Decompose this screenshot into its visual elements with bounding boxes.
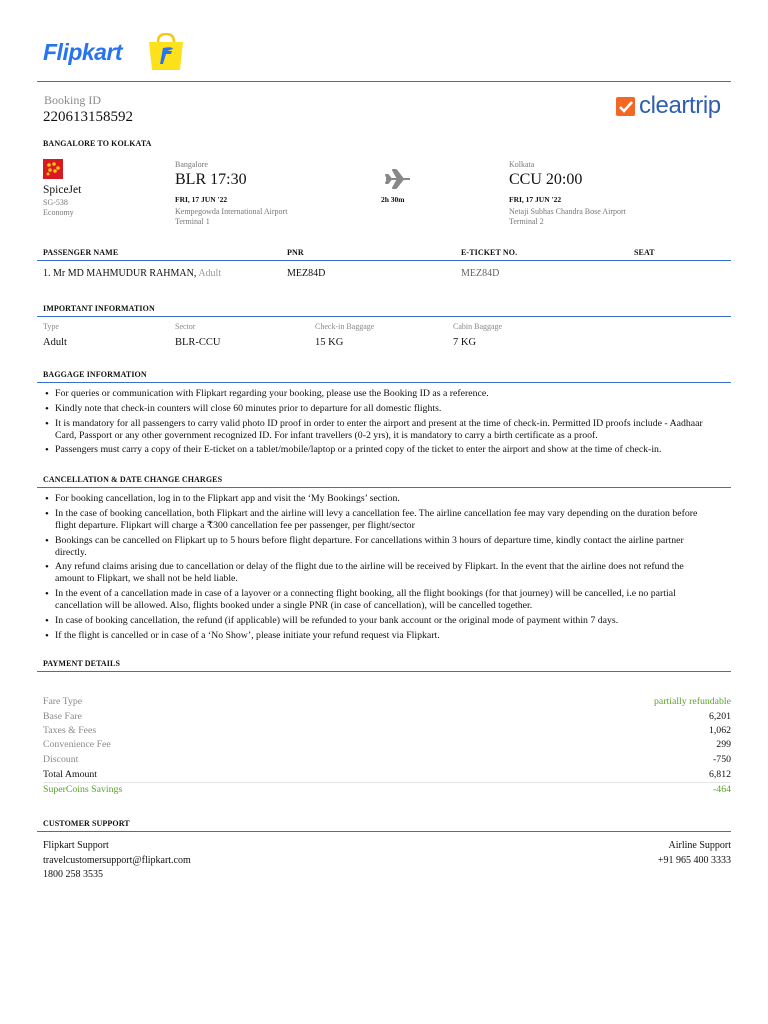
total-amount-row — [43, 769, 731, 783]
list-item: • If the flight is cancelled or in case of a ‘No Show’, please initiate your refund request via Flipkart. — [43, 630, 715, 642]
list-item: • In case of booking cancellation, the refund (if applicable) will be refunded to your bank account or the original mode of payment within 7 days. — [43, 615, 715, 627]
supercoins-row — [43, 784, 731, 798]
header-eticket: E-TICKET NO. — [461, 248, 518, 257]
important-info-divider — [37, 316, 731, 317]
info-checkin-label: Check-in Baggage — [315, 322, 375, 331]
passenger-name-text: 1. Mr MD MAHMUDUR RAHMAN, — [43, 268, 197, 279]
origin-airport: Kempegowda International Airport — [175, 207, 288, 216]
support-divider — [37, 831, 731, 832]
list-item: • For booking cancellation, log in to the Flipkart app and visit the ‘My Bookings’ section. — [43, 493, 715, 505]
info-type-value: Adult — [43, 337, 67, 348]
total-divider — [43, 782, 731, 783]
cancellation-list — [43, 493, 715, 645]
baggage-info-divider — [37, 382, 731, 383]
info-sector-value: BLR-CCU — [175, 337, 221, 348]
cleartrip-check-icon — [615, 96, 637, 118]
info-cabin-value: 7 KG — [453, 337, 477, 348]
header-seat: SEAT — [634, 248, 655, 257]
departure-date: FRI, 17 JUN '22 — [175, 195, 228, 204]
flipkart-support-label: Flipkart Support — [43, 840, 109, 851]
passenger-pnr: MEZ84D — [287, 268, 326, 279]
base-fare-value: 6,201 — [708, 711, 731, 722]
flight-duration: 2h 30m — [381, 195, 405, 204]
payment-divider — [37, 671, 731, 672]
fare-type-value: partially refundable — [654, 696, 731, 707]
header-passenger-name: PASSENGER NAME — [43, 248, 119, 257]
origin-code: BLR — [175, 171, 207, 188]
cancellation-divider — [37, 487, 731, 488]
supercoins-value: -464 — [713, 784, 731, 795]
arrival-date: FRI, 17 JUN '22 — [509, 195, 562, 204]
passenger-name — [43, 268, 221, 279]
base-fare-row — [43, 711, 731, 725]
airline-support-phone[interactable]: +91 965 400 3333 — [657, 855, 731, 866]
list-item: • For queries or communication with Flipkart regarding your booking, please use the Booking ID as a reference. — [43, 388, 715, 400]
cleartrip-wordmark: cleartrip — [639, 92, 721, 119]
list-item: • Bookings can be cancelled on Flipkart up to 5 hours before flight departure. For cancellations within 3 hours of departure time, kindly contact the airline partner directly. — [43, 535, 715, 559]
discount-label: Discount — [43, 754, 79, 765]
info-sector-label: Sector — [175, 322, 196, 331]
origin-city: Bangalore — [175, 160, 208, 169]
total-amount-value: 6,812 — [708, 769, 731, 780]
baggage-info-title: BAGGAGE INFORMATION — [43, 370, 147, 379]
fare-type-row — [43, 696, 731, 710]
passenger-type: Adult — [198, 268, 222, 279]
airplane-icon — [385, 168, 411, 190]
discount-value: -750 — [713, 754, 731, 765]
flipkart-support-phone[interactable]: 1800 258 3535 — [43, 869, 103, 880]
departure-time: 17:30 — [210, 171, 247, 188]
passenger-eticket: MEZ84D — [461, 268, 500, 279]
dest-city: Kolkata — [509, 160, 535, 169]
dest-code: CCU — [509, 171, 542, 188]
important-info-title: IMPORTANT INFORMATION — [43, 304, 155, 313]
passenger-header-divider — [37, 260, 731, 261]
convenience-fee-value: 299 — [716, 739, 731, 750]
origin-terminal: Terminal 1 — [175, 217, 210, 226]
flipkart-support-email[interactable]: travelcustomersupport@flipkart.com — [43, 855, 191, 866]
list-item: • Passengers must carry a copy of their E-ticket on a tablet/mobile/laptop or a printed copy of the ticket to enter the airport and show at the time of check-in. — [43, 444, 715, 456]
header-divider — [37, 81, 731, 82]
flipkart-wordmark: Flipkart — [43, 39, 123, 65]
list-item: • In the case of booking cancellation, both Flipkart and the airline will levy a cancellation fee. The airline cancellation fee may vary depending on the duration before flight departure. Flipkart will charge a ₹300 cancellation fee per passenger, per flight/sector — [43, 508, 715, 532]
total-amount-label: Total Amount — [43, 769, 98, 780]
dest-code-time — [509, 171, 582, 189]
taxes-label: Taxes & Fees — [43, 725, 97, 736]
fare-type-label: Fare Type — [43, 696, 83, 707]
list-item: • Any refund claims arising due to cancellation or delay of the flight due to the airline will be received by Flipkart. In the event that the airline does not refund the amount to Flipkart, we shall not be held liable. — [43, 561, 715, 585]
spicejet-logo-icon — [43, 159, 63, 179]
cleartrip-logo — [615, 93, 735, 121]
route-title: BANGALORE TO KOLKATA — [43, 139, 152, 148]
taxes-row — [43, 725, 731, 739]
origin-code-time — [175, 171, 247, 189]
flipkart-bag-icon — [146, 33, 186, 71]
header-pnr: PNR — [287, 248, 304, 257]
base-fare-label: Base Fare — [43, 711, 82, 722]
payment-title: PAYMENT DETAILS — [43, 659, 120, 668]
discount-row — [43, 754, 731, 768]
dest-airport: Netaji Subhas Chandra Bose Airport — [509, 207, 626, 216]
convenience-fee-label: Convenience Fee — [43, 739, 111, 750]
booking-id-label: Booking ID — [44, 93, 101, 107]
airline-support-label: Airline Support — [668, 840, 731, 851]
arrival-time: 20:00 — [545, 171, 583, 188]
cabin-class: Economy — [43, 208, 74, 217]
convenience-fee-row — [43, 739, 731, 753]
support-title: CUSTOMER SUPPORT — [43, 819, 130, 828]
baggage-info-list — [43, 388, 715, 459]
info-checkin-value: 15 KG — [315, 337, 344, 348]
info-type-label: Type — [43, 322, 59, 331]
list-item: • Kindly note that check-in counters will close 60 minutes prior to departure for all domestic flights. — [43, 403, 715, 415]
flipkart-logo — [43, 33, 193, 73]
airline-name: SpiceJet — [43, 184, 82, 196]
supercoins-label: SuperCoins Savings — [43, 784, 123, 795]
cancellation-title: CANCELLATION & DATE CHANGE CHARGES — [43, 475, 223, 484]
booking-id-value: 220613158592 — [43, 109, 133, 125]
taxes-value: 1,062 — [708, 725, 731, 736]
list-item: • It is mandatory for all passengers to carry valid photo ID proof in order to enter the airport and present at the time of check-in. Permitted ID proofs include - Aadhaar Card, Passport or any other government recognized ID. For infant travellers (0-2 yrs), it is mandatory to carry a birth certificate as a proof. — [43, 418, 715, 442]
dest-terminal: Terminal 2 — [509, 217, 544, 226]
list-item: • In the event of a cancellation made in case of a layover or a connecting flight booking, all the flight bookings (for that journey) will be cancelled, i.e no partial cancellation will be allowed. Also, flights booked under a single PNR (in case of cancellation), will be cancelled together. — [43, 588, 715, 612]
flight-number: SG-538 — [43, 198, 68, 207]
info-cabin-label: Cabin Baggage — [453, 322, 503, 331]
